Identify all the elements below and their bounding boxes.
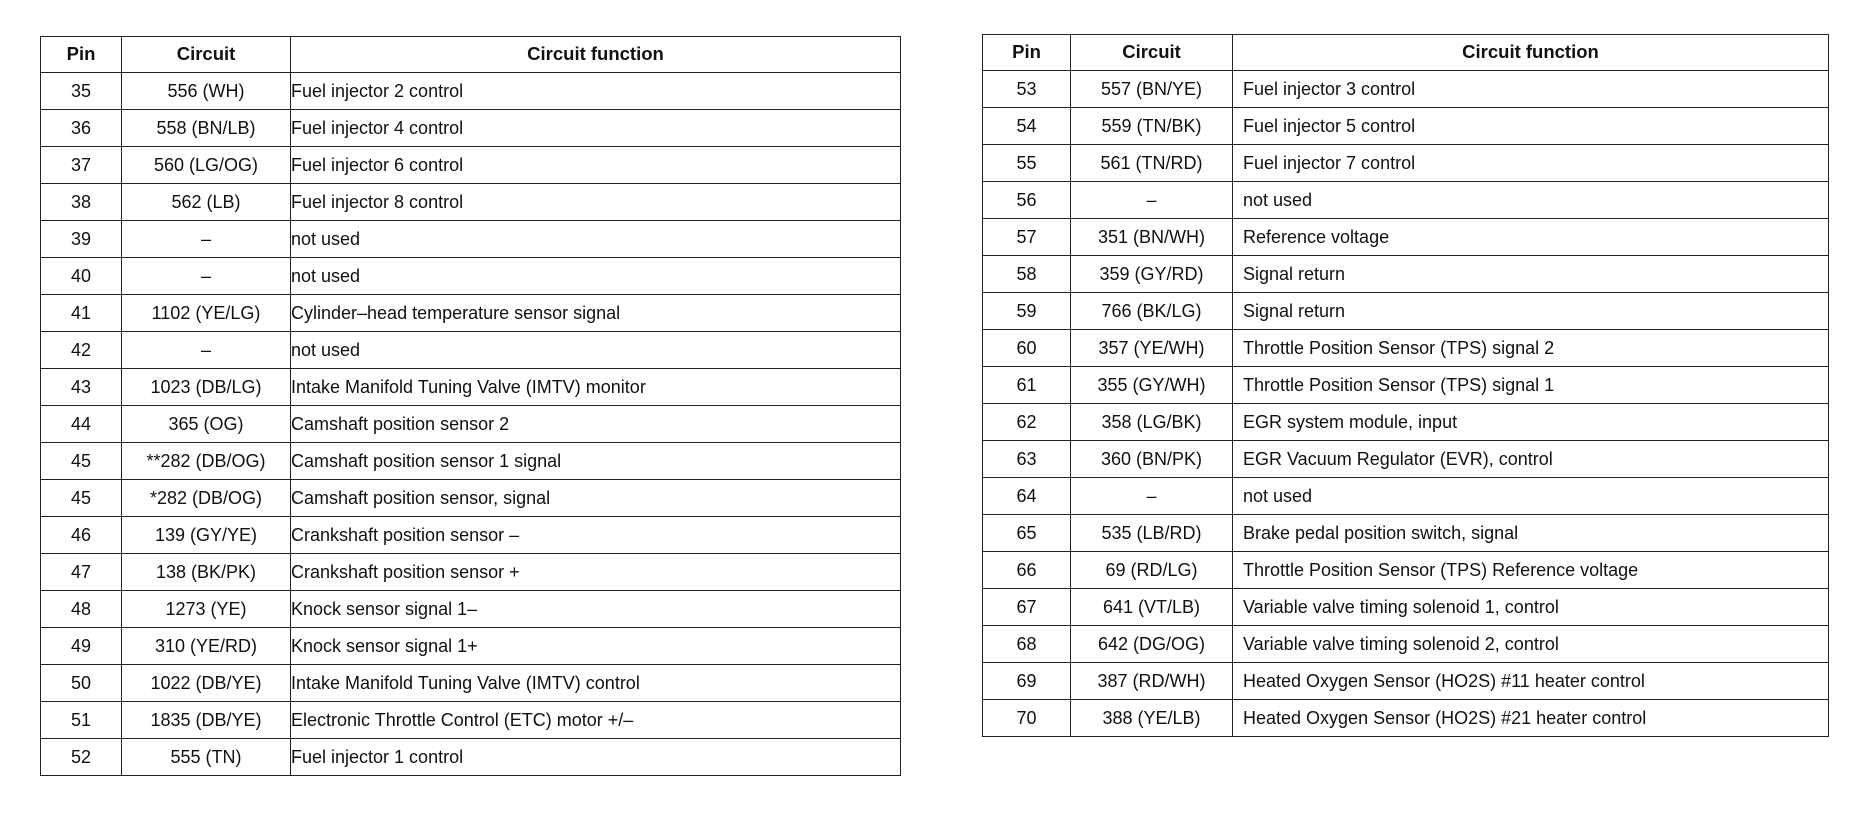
pin-cell: 47	[41, 554, 122, 591]
table-row	[41, 147, 901, 184]
circuit-cell: 1835 (DB/YE)	[122, 702, 291, 739]
pin-cell: 38	[41, 184, 122, 221]
function-cell: Cylinder–head temperature sensor signal	[291, 295, 901, 332]
header-circuit: Circuit	[122, 37, 291, 73]
circuit-cell: –	[1071, 478, 1233, 515]
table-row	[41, 221, 901, 258]
function-cell: Variable valve timing solenoid 1, control	[1233, 589, 1829, 626]
function-cell: Camshaft position sensor 2	[291, 406, 901, 443]
circuit-cell: 351 (BN/WH)	[1071, 219, 1233, 256]
table-row	[983, 404, 1829, 441]
circuit-cell: 560 (LG/OG)	[122, 147, 291, 184]
pin-cell: 36	[41, 110, 122, 147]
table-row	[983, 515, 1829, 552]
table-row	[41, 591, 901, 628]
table-row	[983, 182, 1829, 219]
pin-table-right	[982, 34, 1829, 737]
table-row	[983, 441, 1829, 478]
pin-cell: 43	[41, 369, 122, 406]
circuit-cell: 561 (TN/RD)	[1071, 145, 1233, 182]
function-cell: Fuel injector 3 control	[1233, 71, 1829, 108]
function-cell: Brake pedal position switch, signal	[1233, 515, 1829, 552]
function-cell: Fuel injector 2 control	[291, 73, 901, 110]
pin-cell: 39	[41, 221, 122, 258]
table-row	[983, 145, 1829, 182]
table-row	[41, 739, 901, 776]
pin-cell: 69	[983, 663, 1071, 700]
pin-cell: 56	[983, 182, 1071, 219]
function-cell: Electronic Throttle Control (ETC) motor +/–	[291, 702, 901, 739]
table-row	[41, 406, 901, 443]
function-cell: Fuel injector 1 control	[291, 739, 901, 776]
function-cell: Signal return	[1233, 293, 1829, 330]
function-cell: not used	[1233, 182, 1829, 219]
table-row	[983, 589, 1829, 626]
table-row	[983, 256, 1829, 293]
circuit-cell: 642 (DG/OG)	[1071, 626, 1233, 663]
pin-cell: 52	[41, 739, 122, 776]
pin-cell: 59	[983, 293, 1071, 330]
circuit-cell: 310 (YE/RD)	[122, 628, 291, 665]
table-row	[983, 219, 1829, 256]
table-row	[983, 108, 1829, 145]
function-cell: Crankshaft position sensor +	[291, 554, 901, 591]
pin-cell: 53	[983, 71, 1071, 108]
function-cell: Knock sensor signal 1–	[291, 591, 901, 628]
pin-cell: 44	[41, 406, 122, 443]
pin-cell: 54	[983, 108, 1071, 145]
table-row	[983, 626, 1829, 663]
circuit-cell: 555 (TN)	[122, 739, 291, 776]
pin-cell: 68	[983, 626, 1071, 663]
pin-cell: 37	[41, 147, 122, 184]
circuit-cell: 1102 (YE/LG)	[122, 295, 291, 332]
circuit-cell: 365 (OG)	[122, 406, 291, 443]
function-cell: Intake Manifold Tuning Valve (IMTV) control	[291, 665, 901, 702]
pin-cell: 40	[41, 258, 122, 295]
table-row	[983, 71, 1829, 108]
function-cell: Reference voltage	[1233, 219, 1829, 256]
header-pin: Pin	[983, 35, 1071, 71]
function-cell: not used	[291, 332, 901, 369]
circuit-cell: 1273 (YE)	[122, 591, 291, 628]
function-cell: Intake Manifold Tuning Valve (IMTV) monitor	[291, 369, 901, 406]
pin-cell: 66	[983, 552, 1071, 589]
circuit-cell: 1022 (DB/YE)	[122, 665, 291, 702]
table-row	[41, 665, 901, 702]
function-cell: Throttle Position Sensor (TPS) signal 2	[1233, 330, 1829, 367]
pin-cell: 67	[983, 589, 1071, 626]
circuit-cell: 641 (VT/LB)	[1071, 589, 1233, 626]
table-header-row	[41, 37, 901, 73]
function-cell: Camshaft position sensor, signal	[291, 480, 901, 517]
pin-table-left	[40, 36, 901, 776]
circuit-cell: 558 (BN/LB)	[122, 110, 291, 147]
table-row	[41, 184, 901, 221]
table-row	[41, 628, 901, 665]
circuit-cell: –	[122, 332, 291, 369]
function-cell: not used	[1233, 478, 1829, 515]
function-cell: Crankshaft position sensor –	[291, 517, 901, 554]
table-row	[41, 258, 901, 295]
circuit-cell: 557 (BN/YE)	[1071, 71, 1233, 108]
circuit-cell: 360 (BN/PK)	[1071, 441, 1233, 478]
table-row	[983, 700, 1829, 737]
function-cell: Heated Oxygen Sensor (HO2S) #11 heater control	[1233, 663, 1829, 700]
table-row	[983, 367, 1829, 404]
pin-cell: 41	[41, 295, 122, 332]
pin-cell: 70	[983, 700, 1071, 737]
circuit-cell: 69 (RD/LG)	[1071, 552, 1233, 589]
pin-cell: 60	[983, 330, 1071, 367]
pin-cell: 61	[983, 367, 1071, 404]
function-cell: Fuel injector 6 control	[291, 147, 901, 184]
function-cell: Fuel injector 8 control	[291, 184, 901, 221]
table-row	[41, 295, 901, 332]
circuit-cell: **282 (DB/OG)	[122, 443, 291, 480]
table-row	[983, 663, 1829, 700]
function-cell: Variable valve timing solenoid 2, control	[1233, 626, 1829, 663]
function-cell: Throttle Position Sensor (TPS) Reference voltage	[1233, 552, 1829, 589]
circuit-cell: 358 (LG/BK)	[1071, 404, 1233, 441]
table-row	[983, 552, 1829, 589]
function-cell: Fuel injector 7 control	[1233, 145, 1829, 182]
circuit-cell: 138 (BK/PK)	[122, 554, 291, 591]
pin-cell: 50	[41, 665, 122, 702]
circuit-cell: 388 (YE/LB)	[1071, 700, 1233, 737]
pin-cell: 62	[983, 404, 1071, 441]
table-row	[41, 517, 901, 554]
header-circuit-function: Circuit function	[1233, 35, 1829, 71]
function-cell: Fuel injector 5 control	[1233, 108, 1829, 145]
pin-cell: 58	[983, 256, 1071, 293]
table-row	[41, 702, 901, 739]
function-cell: Heated Oxygen Sensor (HO2S) #21 heater control	[1233, 700, 1829, 737]
function-cell: EGR system module, input	[1233, 404, 1829, 441]
function-cell: not used	[291, 258, 901, 295]
function-cell: EGR Vacuum Regulator (EVR), control	[1233, 441, 1829, 478]
pin-cell: 46	[41, 517, 122, 554]
circuit-cell: –	[122, 221, 291, 258]
pin-cell: 35	[41, 73, 122, 110]
table-row	[41, 554, 901, 591]
circuit-cell: –	[1071, 182, 1233, 219]
circuit-cell: 1023 (DB/LG)	[122, 369, 291, 406]
header-circuit: Circuit	[1071, 35, 1233, 71]
pin-cell: 51	[41, 702, 122, 739]
pin-cell: 65	[983, 515, 1071, 552]
table-body-left	[41, 73, 901, 776]
table-row	[41, 369, 901, 406]
circuit-cell: 355 (GY/WH)	[1071, 367, 1233, 404]
circuit-cell: 562 (LB)	[122, 184, 291, 221]
circuit-cell: 556 (WH)	[122, 73, 291, 110]
table-row	[983, 330, 1829, 367]
table-header-row	[983, 35, 1829, 71]
pin-cell: 63	[983, 441, 1071, 478]
circuit-cell: –	[122, 258, 291, 295]
circuit-cell: 559 (TN/BK)	[1071, 108, 1233, 145]
table-row	[41, 480, 901, 517]
header-circuit-function: Circuit function	[291, 37, 901, 73]
function-cell: Fuel injector 4 control	[291, 110, 901, 147]
header-pin: Pin	[41, 37, 122, 73]
circuit-cell: 357 (YE/WH)	[1071, 330, 1233, 367]
circuit-cell: 387 (RD/WH)	[1071, 663, 1233, 700]
pin-cell: 55	[983, 145, 1071, 182]
table-row	[983, 478, 1829, 515]
pin-cell: 49	[41, 628, 122, 665]
pin-cell: 45	[41, 443, 122, 480]
table-row	[983, 293, 1829, 330]
circuit-cell: 766 (BK/LG)	[1071, 293, 1233, 330]
table-row	[41, 73, 901, 110]
table-row	[41, 110, 901, 147]
function-cell: Signal return	[1233, 256, 1829, 293]
table-row	[41, 332, 901, 369]
circuit-cell: 535 (LB/RD)	[1071, 515, 1233, 552]
pin-cell: 45	[41, 480, 122, 517]
function-cell: Camshaft position sensor 1 signal	[291, 443, 901, 480]
table-body-right	[983, 71, 1829, 737]
circuit-cell: 359 (GY/RD)	[1071, 256, 1233, 293]
function-cell: Throttle Position Sensor (TPS) signal 1	[1233, 367, 1829, 404]
pin-cell: 42	[41, 332, 122, 369]
pin-cell: 57	[983, 219, 1071, 256]
circuit-cell: 139 (GY/YE)	[122, 517, 291, 554]
pin-cell: 64	[983, 478, 1071, 515]
table-row	[41, 443, 901, 480]
pin-cell: 48	[41, 591, 122, 628]
function-cell: not used	[291, 221, 901, 258]
function-cell: Knock sensor signal 1+	[291, 628, 901, 665]
circuit-cell: *282 (DB/OG)	[122, 480, 291, 517]
